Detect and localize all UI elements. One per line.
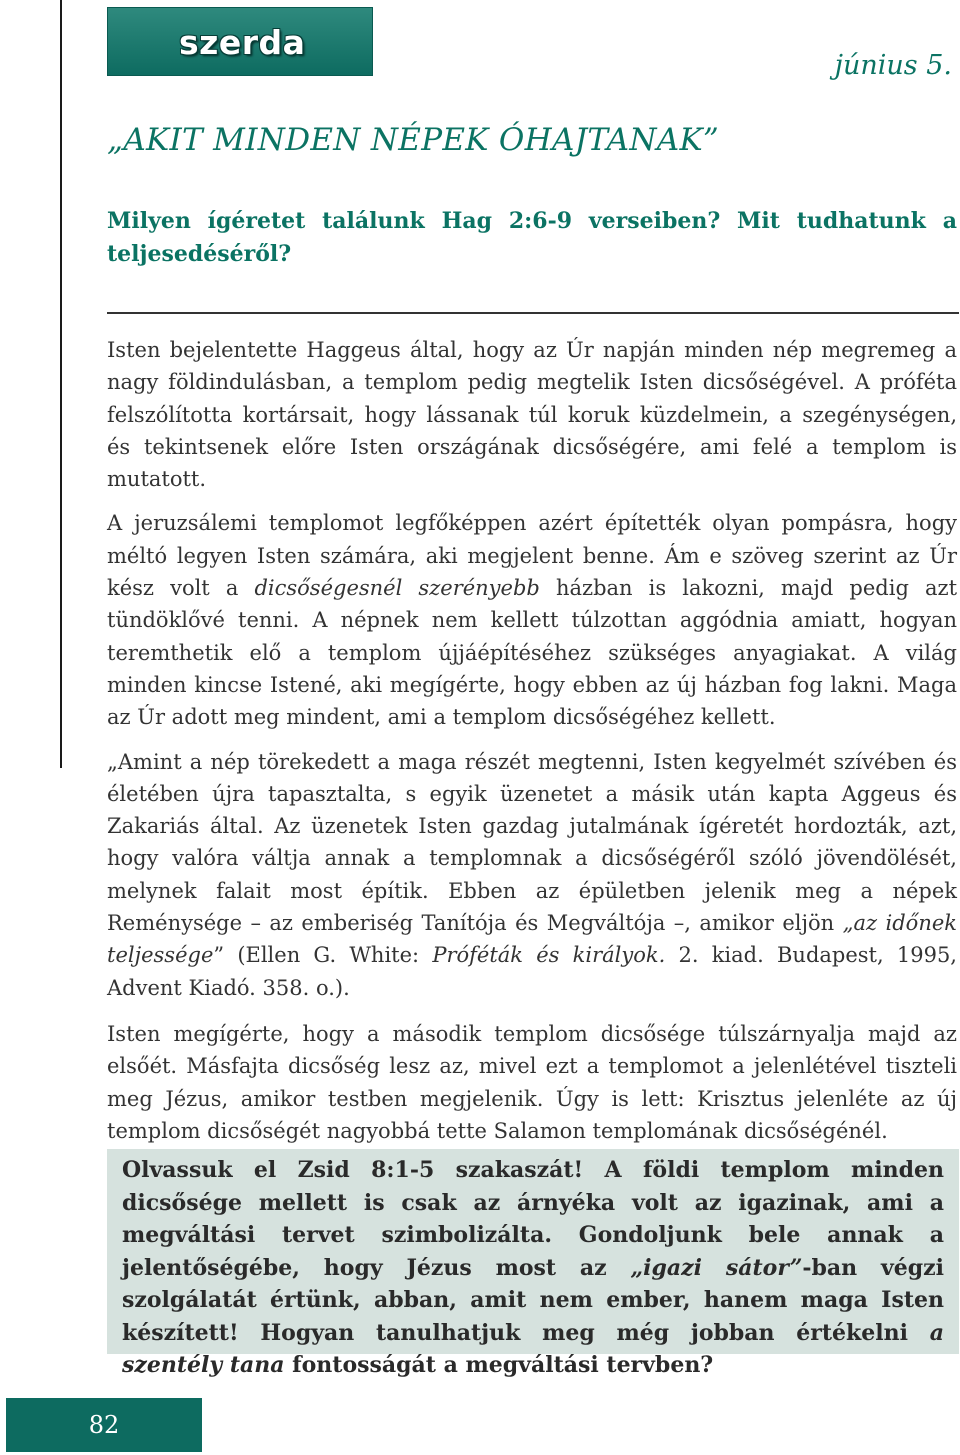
paragraph-2-emphasis: dicsőségesnél szerényebb [254,576,540,601]
reflection-emphasis-1: „igazi sátor” [630,1254,803,1281]
reflection-emphasis-2: a szentély tana [122,1319,944,1378]
citation-details: 2. kiad. Budapest, 1995, Advent Kiadó. 358. o.). [107,943,957,1000]
paragraph-2-text: A jeruzsálemi templomot legfőképpen azért építették olyan pompásra, hogy méltó legyen Isten számára, aki megjelent benne. Ám e szöveg szerint az Úr kész volt a [107,511,957,601]
quote-text: „Amint a nép törekedett a maga részét megtenni, Isten kegyelmét szívében és életében újra tapasztalta, s egyik üzenetet a másik után kapta Aggeus és Zakariás által. Az üzenetek Isten gazdag jutalmának ígéretét hordozták, azt, hogy valóra váltja annak a templomnak a dicsőségéről szóló jövendölését, melynek falait most építik. Ebben az épületben jelenik meg a népek Reménysége – az emberiség Tanítója és Megváltója –, amikor eljön [107,749,957,936]
study-question: Milyen ígéretet találunk Hag 2:6-9 verseiben? Mit tudhatunk a teljesedéséről? [107,208,957,267]
paragraph-3-quote [107,746,957,1004]
reflection-text [122,1154,944,1382]
paragraph-4: Isten megígérte, hogy a második templom dicsősége túlszárnyalja majd az elsőét. Másfajta dicsőség lesz az, mivel ezt a templomot a jelenlétével tiszteli meg Jézus, amikor testben megjelenik. Úgy is lett: Krisztus jelenléte az új templom dicsőségét nagyobbá tette Salamon templomának dicsőségénél. [107,1021,957,1143]
quote-citation: ” (Ellen G. White: [213,943,433,968]
page-number: 82 [6,1398,202,1452]
date-label: június 5. [834,50,952,81]
body-text [107,334,957,1159]
paragraph-1: Isten bejelentette Haggeus által, hogy az Úr napján minden nép megremeg a nagy földindulásban, a templom pedig megtelik Isten dicsőségével. A próféta felszólította kortársait, hogy lássanak túl koruk küzdelmein, a szegénységen, és tekintsenek előre Isten országának dicsőségére, ami felé a templom is mutatott. [107,338,957,492]
divider [107,312,959,314]
reflection-text-start: Olvassuk el Zsid 8:1-5 szakaszát! A földi templom minden dicsősége mellett is csak az árnyéka volt az igazinak, ami a megváltási tervet szimbolizálta. Gondoljunk bele annak a jelentőségébe, hogy Jézus most az [122,1157,944,1281]
margin-rule [60,0,62,768]
lesson-title: „AKIT MINDEN NÉPEK ÓHAJTANAK” [107,122,720,158]
day-label: szerda [179,23,306,62]
book-title: Próféták és királyok. [432,943,666,968]
reflection-text-end: fontosságát a megváltási tervben? [284,1352,714,1378]
day-badge [107,7,373,76]
paragraph-2-text-end: házban is lakozni, majd pedig azt tündöklővé tenni. A népnek nem kellett túlzottan aggódnia amiatt, hogyan teremthetik elő a templom újjáépítéséhez szükséges anyagiakat. A világ minden kincse Istené, aki megígérte, hogy ebben az új házban fog lakni. Maga az Úr adott meg mindent, ami a templom dicsőségéhez kellett. [107,576,958,730]
reflection-box [107,1149,959,1378]
quote-emphasis: „az időnek teljessége [107,911,957,968]
paragraph-2 [107,507,957,733]
reflection-text-middle: -ban végzi szolgálatát értünk, abban, amit nem ember, hanem maga Isten készített! Hogyan tanulhatjuk meg még jobban értékelni [122,1254,945,1346]
